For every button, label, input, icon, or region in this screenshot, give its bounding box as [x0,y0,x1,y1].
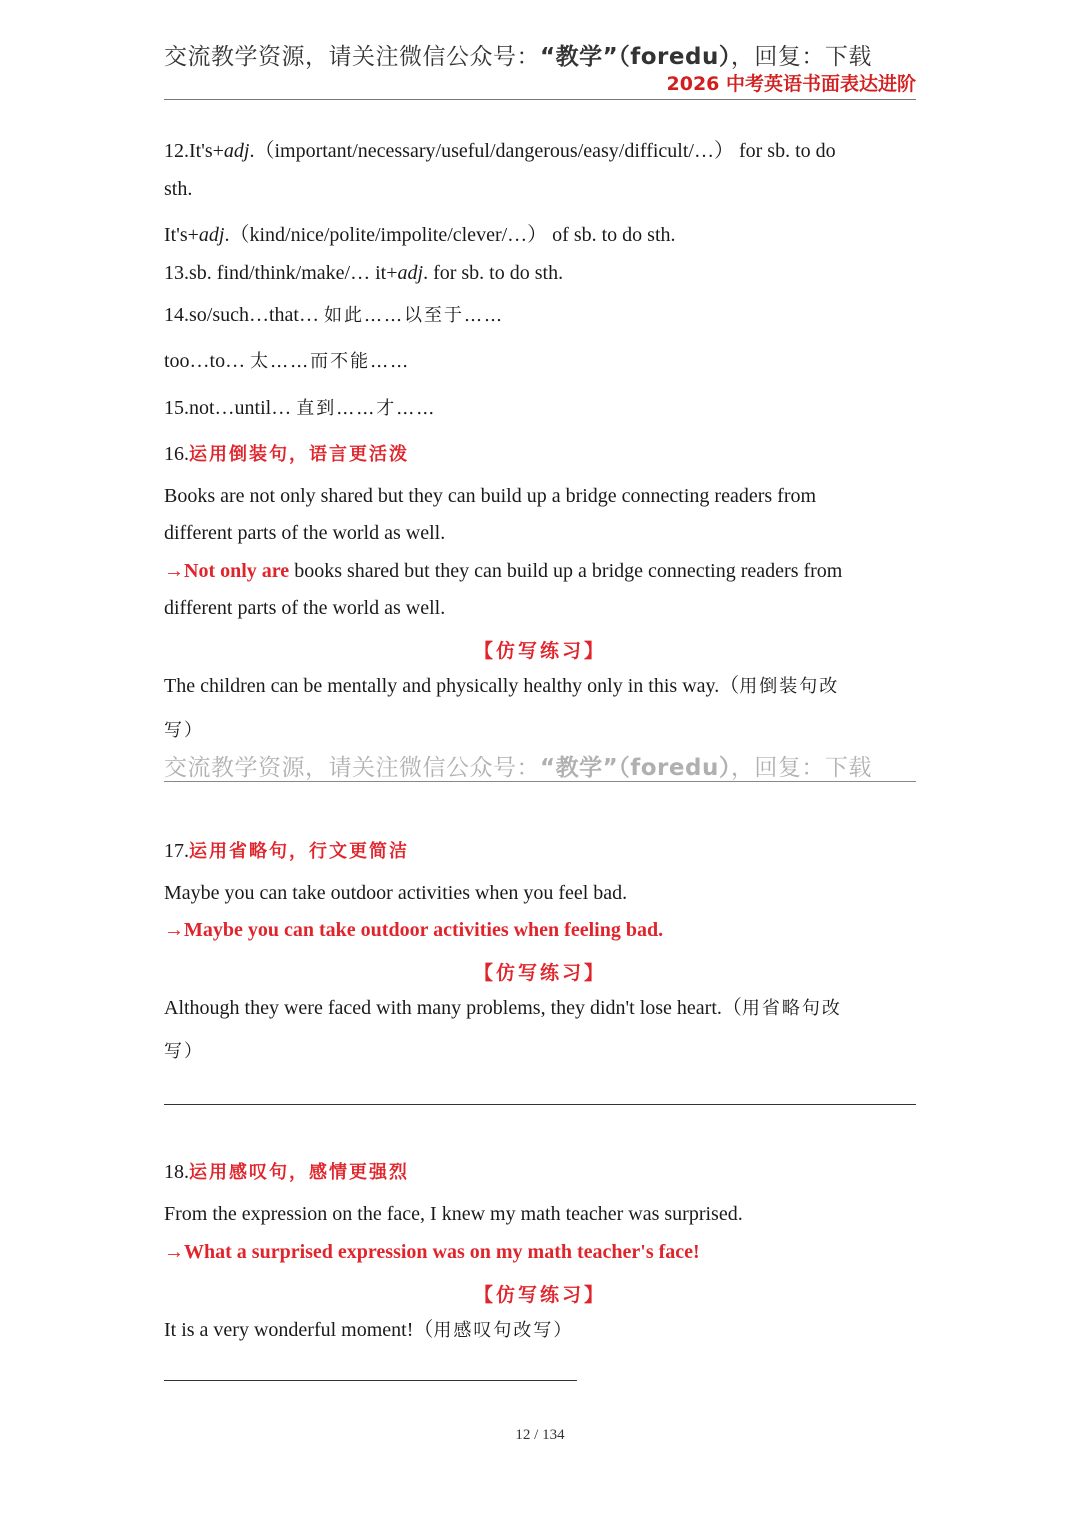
section-17-original: Maybe you can take outdoor activities when you feel bad. [164,882,628,904]
item-13-suffix: . for sb. to do sth. [423,262,564,284]
section-17-answer-line[interactable] [164,1104,916,1105]
item-12b-list: .（kind/nice/polite/impolite/clever/…） of sb. to do sth. [224,224,676,246]
watermark-suffix: ，回复：下载 [730,755,872,781]
item-13-adj: adj [397,262,424,284]
page-number: 12 / 134 [515,1427,565,1443]
section-17-rewrite [164,919,663,942]
section-16-task-cn: 用倒装句改 [739,676,840,697]
section-16-task-wrap: 写） [164,720,204,741]
section-18-practice-label: 【仿写练习】 [473,1284,606,1306]
section-16-inversion: Not only are [184,560,290,582]
arrow-icon: → [164,919,184,941]
item-12b-prefix: It's+ [164,224,199,246]
watermark-divider [164,781,916,782]
section-17-number: 17. [164,840,189,862]
section-18-answer-line[interactable] [164,1380,577,1381]
section-16-rewrite-2: different parts of the world as well. [164,597,446,619]
header-notice-suffix: ，回复：下载 [730,44,872,70]
item-14-cn: 如此……以至于…… [324,305,504,326]
section-18-task-cn: 用感叹句改写） [433,1320,574,1341]
section-17-task-cn: 用省略句改 [741,998,842,1019]
section-16-original-1: Books are not only shared but they can build up a bridge connecting readers from [164,485,817,507]
section-16-task [164,669,839,698]
section-18-title: 运用感叹句，感情更强烈 [189,1162,409,1183]
section-16-title: 运用倒装句，语言更活泼 [189,444,409,465]
section-18-heading [164,1158,409,1184]
item-14-line-1 [164,301,504,327]
arrow-icon: → [164,1241,184,1263]
watermark [164,749,872,782]
section-17-task-en: Although they were faced with many problems, they didn't lose heart.（ [164,997,742,1019]
section-18-number: 18. [164,1161,189,1183]
item-15-en: 15.not…until… [164,397,297,419]
section-16-practice-label: 【仿写练习】 [473,640,606,662]
item-12-list: .（important/necessary/useful/dangerous/easy/difficult/…） for sb. to do [249,140,836,162]
section-18-task-en: It is a very wonderful moment!（ [164,1319,434,1341]
watermark-account: “教学”（foredu） [540,755,731,781]
section-18-task [164,1313,573,1342]
item-14b-en: too…to… [164,350,251,372]
item-14-en: 14.so/such…that… [164,304,324,326]
header-divider [164,99,916,100]
item-15 [164,394,436,420]
section-17-title: 运用省略句，行文更简洁 [189,841,409,862]
section-18-rewrite [164,1241,700,1264]
item-12-line-wrap: sth. [164,178,193,200]
section-18-rewrite-text: What a surprised expression was on my math teacher's face! [184,1241,700,1263]
section-17-task-wrap: 写） [164,1041,204,1062]
section-18-original: From the expression on the face, I knew my math teacher was surprised. [164,1203,743,1225]
item-15-cn: 直到……才…… [296,398,437,419]
section-16-original-2: different parts of the world as well. [164,522,446,544]
item-12b-adj: adj [198,224,225,246]
header-subtitle: 2026 中考英语书面表达进阶 [666,73,916,95]
section-16-rewrite-1 [164,560,842,583]
header-notice-account: “教学”（foredu） [540,44,731,70]
arrow-icon: → [164,560,184,582]
item-14-line-2 [164,347,410,373]
section-17-heading [164,837,409,863]
section-16-number: 16. [164,443,189,465]
item-12-prefix: 12.It's+ [164,140,224,162]
section-17-task [164,991,842,1020]
section-17-rewrite-text: Maybe you can take outdoor activities when feeling bad. [184,919,664,941]
item-12-line-2 [164,218,676,247]
section-17-practice-label: 【仿写练习】 [473,962,606,984]
item-13-prefix: 13.sb. find/think/make/… it+ [164,262,398,284]
section-16-rewrite-rest: books shared but they can build up a bridge connecting readers from [289,560,843,582]
item-13 [164,262,563,285]
section-16-heading [164,440,409,466]
item-14b-cn: 太……而不能…… [250,351,411,372]
header-notice [164,38,872,71]
header-notice-prefix: 交流教学资源，请关注微信公众号： [164,44,540,70]
section-16-task-en: The children can be mentally and physically healthy only in this way.（ [164,675,740,697]
item-12-line-1 [164,134,836,163]
watermark-prefix: 交流教学资源，请关注微信公众号： [164,755,540,781]
item-12-adj: adj [223,140,250,162]
